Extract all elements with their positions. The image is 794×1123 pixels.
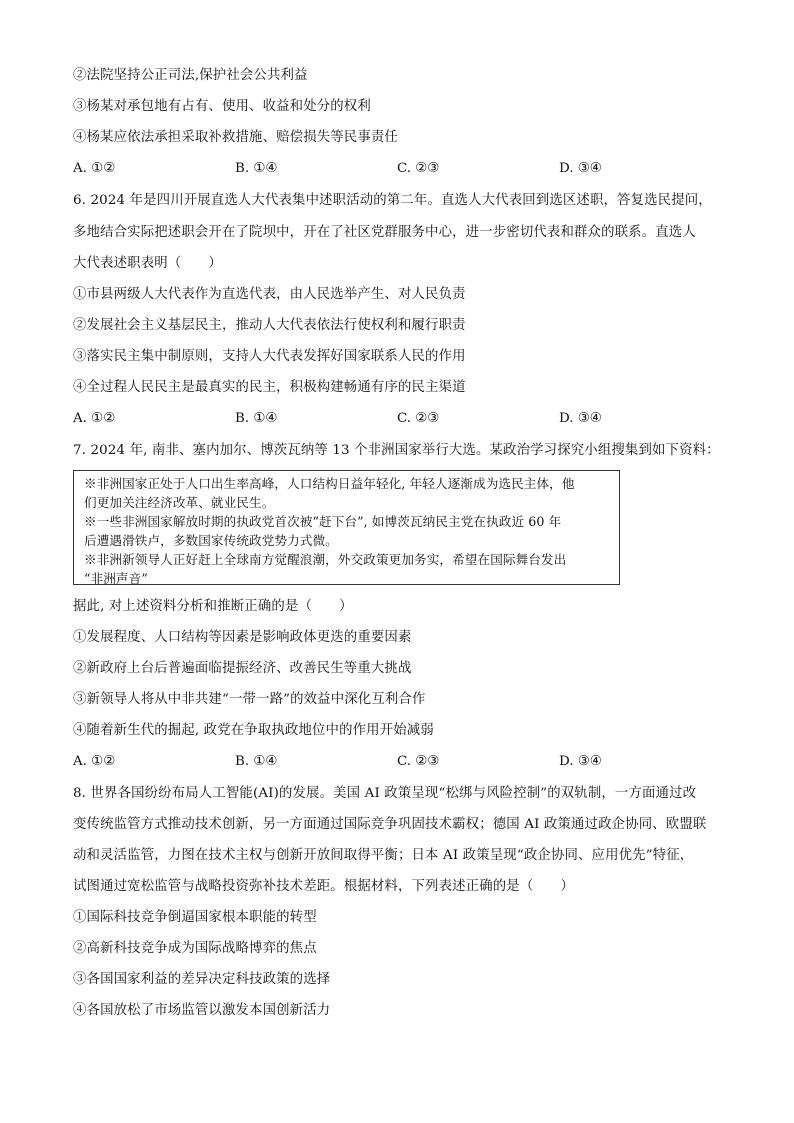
q8-statement-3: ③各国国家利益的差异决定科技政策的选择 bbox=[73, 972, 331, 987]
q5-option-b: B. ①④ bbox=[235, 161, 278, 176]
q6-stem-line-3: 大代表述职表明（ ） bbox=[73, 256, 222, 271]
q6-statement-2: ②发展社会主义基层民主，推动人大代表依法行使权利和履行职责 bbox=[73, 318, 466, 333]
q5-option-d: D. ③④ bbox=[559, 161, 602, 176]
q7-statement-4: ④随着新生代的掘起, 政党在争取执政地位中的作用开始减弱 bbox=[73, 723, 434, 738]
q7-option-d: D. ③④ bbox=[559, 754, 602, 769]
q7-material-line-4: 后遭遇滑铁卢，多数国家传统政党势力式微。 bbox=[84, 533, 338, 548]
q5-option-c: C. ②③ bbox=[397, 161, 440, 176]
q7-statement-3: ③新领导人将从中非共建“一带一路”的效益中深化互利合作 bbox=[73, 692, 426, 707]
q7-material-line-2: 们更加关注经济改革、就业民生。 bbox=[84, 495, 275, 510]
q5-statement-2: ②法院坚持公正司法,保护社会公共利益 bbox=[73, 68, 308, 83]
q8-stem-line-4: 试图通过宽松监管与战略投资弥补技术差距。根据材料，下列表述正确的是（ ） bbox=[73, 879, 575, 894]
q6-stem-line-1: 6. 2024 年是四川开展直选人大代表集中述职活动的第二年。直选人大代表回到选区述职，答复选民提问， bbox=[73, 193, 712, 208]
q7-statement-1: ①发展程度、人口结构等因素是影响政体更迭的重要因素 bbox=[73, 630, 412, 645]
q8-statement-1: ①国际科技竞争倒逼国家根本职能的转型 bbox=[73, 910, 317, 925]
q7-material-line-3: ※一些非洲国家解放时期的执政党首次被“赶下台”, 如博茨瓦纳民主党在执政近 60 年 bbox=[84, 514, 562, 529]
q8-stem-line-3: 动和灵活监管，力图在技术主权与创新开放间取得平衡；日本 AI 政策呈现“政企协同、应用优先”特征， bbox=[73, 848, 694, 863]
q7-material-box bbox=[73, 470, 620, 585]
q7-statement-2: ②新政府上台后普遍面临提振经济、改善民生等重大挑战 bbox=[73, 661, 412, 676]
q6-option-a: A. ①② bbox=[73, 411, 116, 426]
q7-material-line-6: “非洲声音” bbox=[84, 571, 148, 586]
q5-statement-3: ③杨某对承包地有占有、使用、收益和处分的权利 bbox=[73, 99, 371, 114]
q6-option-c: C. ②③ bbox=[397, 411, 440, 426]
q8-stem-line-1: 8. 世界各国纷纷布局人工智能(AI)的发展。美国 AI 政策呈现“松绑与风险控制”的双轨制，一方面通过改 bbox=[73, 786, 697, 801]
q6-option-b: B. ①④ bbox=[235, 411, 278, 426]
q7-material-line-5: ※非洲新领导人正好赶上全球南方觉醒浪潮，外交政策更加务实，希望在国际舞台发出 bbox=[84, 552, 567, 567]
q7-stem: 7. 2024 年, 南非、塞内加尔、博茨瓦纳等 13 个非洲国家举行大选。某政治学习探究小组搜集到如下资料： bbox=[73, 443, 720, 458]
q7-option-b: B. ①④ bbox=[235, 754, 278, 769]
q8-statement-4: ④各国放松了市场监管以激发本国创新活力 bbox=[73, 1003, 331, 1018]
q7-material-line-1: ※非洲国家正处于人口出生率高峰，人口结构日益年轻化, 年轻人逐渐成为选民主体，他 bbox=[84, 476, 575, 491]
q7-option-c: C. ②③ bbox=[397, 754, 440, 769]
q8-statement-2: ②高新科技竞争成为国际战略博弈的焦点 bbox=[73, 941, 317, 956]
q6-statement-3: ③落实民主集中制原则，支持人大代表发挥好国家联系人民的作用 bbox=[73, 349, 466, 364]
q7-option-a: A. ①② bbox=[73, 754, 116, 769]
q5-statement-4: ④杨某应依法承担采取补救措施、赔偿损失等民事责任 bbox=[73, 130, 398, 145]
q7-question: 据此, 对上述资料分析和推断正确的是（ ） bbox=[73, 599, 353, 614]
q6-statement-4: ④全过程人民民主是最真实的民主，积极构建畅通有序的民主渠道 bbox=[73, 380, 466, 395]
q6-option-d: D. ③④ bbox=[559, 411, 602, 426]
q5-option-a: A. ①② bbox=[73, 161, 116, 176]
q6-stem-line-2: 多地结合实际把述职会开在了院坝中，开在了社区党群服务中心，进一步密切代表和群众的联系。直选人 bbox=[73, 225, 696, 240]
q8-stem-line-2: 变传统监管方式推动技术创新，另一方面通过国际竞争巩固技术霸权；德国 AI 政策通过政企协同、欧盟联 bbox=[73, 817, 707, 832]
q6-statement-1: ①市县两级人大代表作为直选代表，由人民选举产生、对人民负责 bbox=[73, 287, 466, 302]
